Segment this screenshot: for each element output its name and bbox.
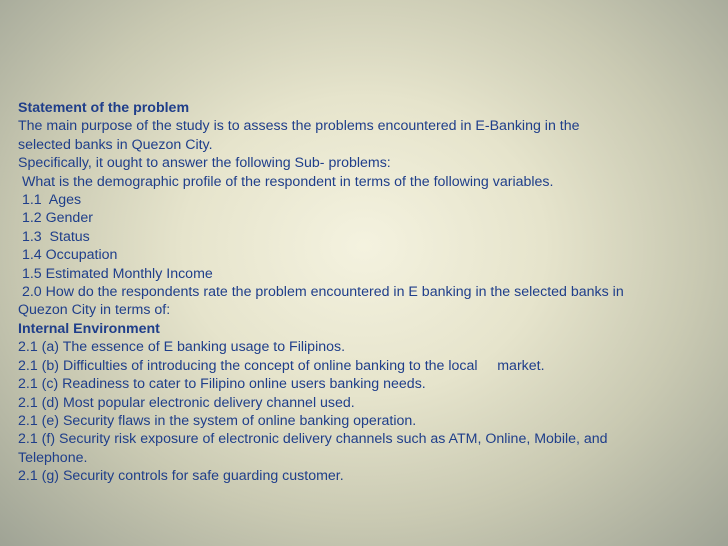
heading: Statement of the problem (18, 100, 190, 116)
body-line: Quezon City in terms of: (18, 302, 171, 319)
subheading: Internal Environment (18, 320, 160, 337)
list-item: 2.1 (g) Security controls for safe guarding customer. (18, 468, 344, 485)
body-line: Specifically, it ought to answer the following Sub- problems: (18, 155, 391, 172)
list-item: 2.1 (a) The essence of E banking usage to Filipinos. (18, 339, 346, 356)
body-line: The main purpose of the study is to assess the problems encountered in E-Banking in the (18, 118, 580, 135)
body-line: 1.2 Gender (18, 210, 93, 227)
list-item: 2.1 (d) Most popular electronic delivery channel used. (18, 394, 355, 411)
body-line: 2.0 How do the respondents rate the problem encountered in E banking in the selected banks in (18, 284, 624, 301)
list-item: 2.1 (c) Readiness to cater to Filipino online users banking needs. (18, 376, 426, 393)
list-item: Telephone. (18, 449, 88, 466)
body-line: 1.4 Occupation (18, 247, 118, 264)
body-line: 1.1 Ages (18, 192, 82, 209)
body-line: What is the demographic profile of the respondent in terms of the following variables. (18, 173, 554, 190)
list-item: 2.1 (e) Security flaws in the system of online banking operation. (18, 412, 417, 429)
body-line: 1.3 Status (18, 228, 90, 245)
list-item: 2.1 (b) Difficulties of introducing the concept of online banking to the local market. (18, 357, 545, 374)
slide-body (18, 99, 718, 486)
list-item: 2.1 (f) Security risk exposure of electronic delivery channels such as ATM, Online, Mobile, and (18, 431, 608, 448)
body-line: 1.5 Estimated Monthly Income (18, 265, 213, 282)
body-line: selected banks in Quezon City. (18, 136, 213, 153)
